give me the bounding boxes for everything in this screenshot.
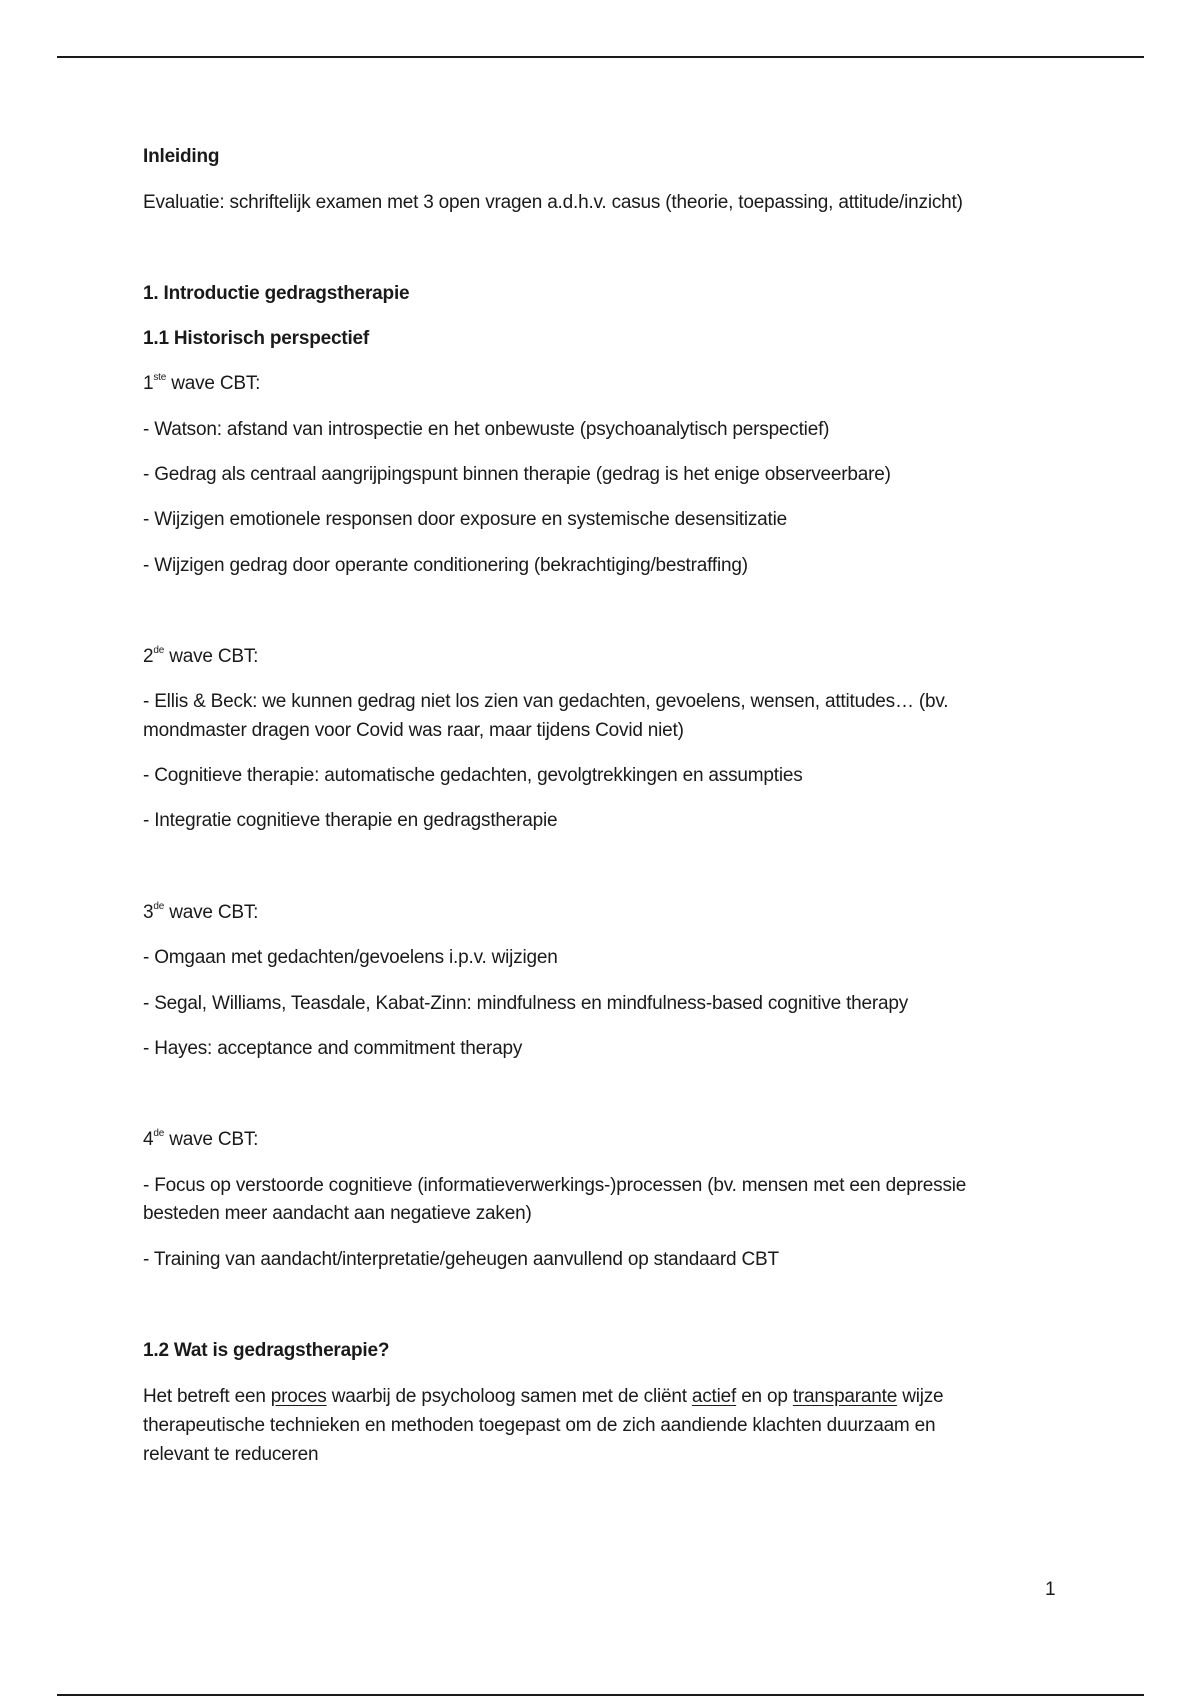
wave-1-item: - Wijzigen gedrag door operante conditionering (bekrachtiging/bestraffing)	[143, 555, 748, 576]
chapter-1-heading: 1. Introductie gedragstherapie	[143, 283, 410, 304]
wave-1-title: 1ste wave CBT:	[143, 371, 261, 394]
header-rule	[57, 56, 1144, 58]
wave-4-item: - Focus op verstoorde cognitieve (informatieverwerkings-)processen (bv. mensen met een depressie	[143, 1175, 967, 1196]
wave-3-item: - Omgaan met gedachten/gevoelens i.p.v. wijzigen	[143, 947, 558, 968]
underlined-term: actief	[691, 1386, 737, 1407]
definition-line-1: Het betreft een proces waarbij de psycholoog samen met de cliënt actief en op transparante wijze	[143, 1386, 944, 1407]
wave-1-item: - Watson: afstand van introspectie en het onbewuste (psychoanalytisch perspectief)	[143, 419, 830, 440]
wave-3-item: - Segal, Williams, Teasdale, Kabat-Zinn: mindfulness en mindfulness-based cognitive therapy	[143, 993, 909, 1014]
definition-line-3: relevant te reduceren	[143, 1444, 319, 1465]
section-1-1-heading: 1.1 Historisch perspectief	[143, 328, 370, 349]
evaluation-text: Evaluatie: schriftelijk examen met 3 open vragen a.d.h.v. casus (theorie, toepassing, attitude/inzicht)	[143, 192, 963, 213]
wave-2-item: - Cognitieve therapie: automatische gedachten, gevolgtrekkingen en assumpties	[143, 765, 803, 786]
wave-3-item: - Hayes: acceptance and commitment therapy	[143, 1038, 523, 1059]
page-number: 1	[1045, 1579, 1056, 1600]
definition-line-2: therapeutische technieken en methoden toegepast om de zich aandiende klachten duurzaam en	[143, 1415, 936, 1436]
wave-2-title: 2de wave CBT:	[143, 644, 259, 667]
wave-3-title: 3de wave CBT:	[143, 900, 259, 923]
wave-4-title: 4de wave CBT:	[143, 1127, 259, 1150]
section-1-2-heading: 1.2 Wat is gedragstherapie?	[143, 1340, 390, 1361]
wave-2-item: mondmaster dragen voor Covid was raar, maar tijdens Covid niet)	[143, 720, 684, 741]
wave-2-item: - Integratie cognitieve therapie en gedragstherapie	[143, 810, 558, 831]
wave-4-item: besteden meer aandacht aan negatieve zaken)	[143, 1203, 532, 1224]
wave-4-item: - Training van aandacht/interpretatie/geheugen aanvullend op standaard CBT	[143, 1249, 779, 1270]
underlined-term: transparante	[792, 1386, 898, 1407]
underlined-term: proces	[270, 1386, 327, 1407]
wave-1-item: - Gedrag als centraal aangrijpingspunt binnen therapie (gedrag is het enige observeerbare)	[143, 464, 891, 485]
wave-1-item: - Wijzigen emotionele responsen door exposure en systemische desensitizatie	[143, 509, 788, 530]
heading-inleiding: Inleiding	[143, 146, 220, 167]
wave-2-item: - Ellis & Beck: we kunnen gedrag niet los zien van gedachten, gevoelens, wensen, attitudes… (bv.	[143, 691, 949, 712]
footer-rule	[57, 1694, 1144, 1696]
